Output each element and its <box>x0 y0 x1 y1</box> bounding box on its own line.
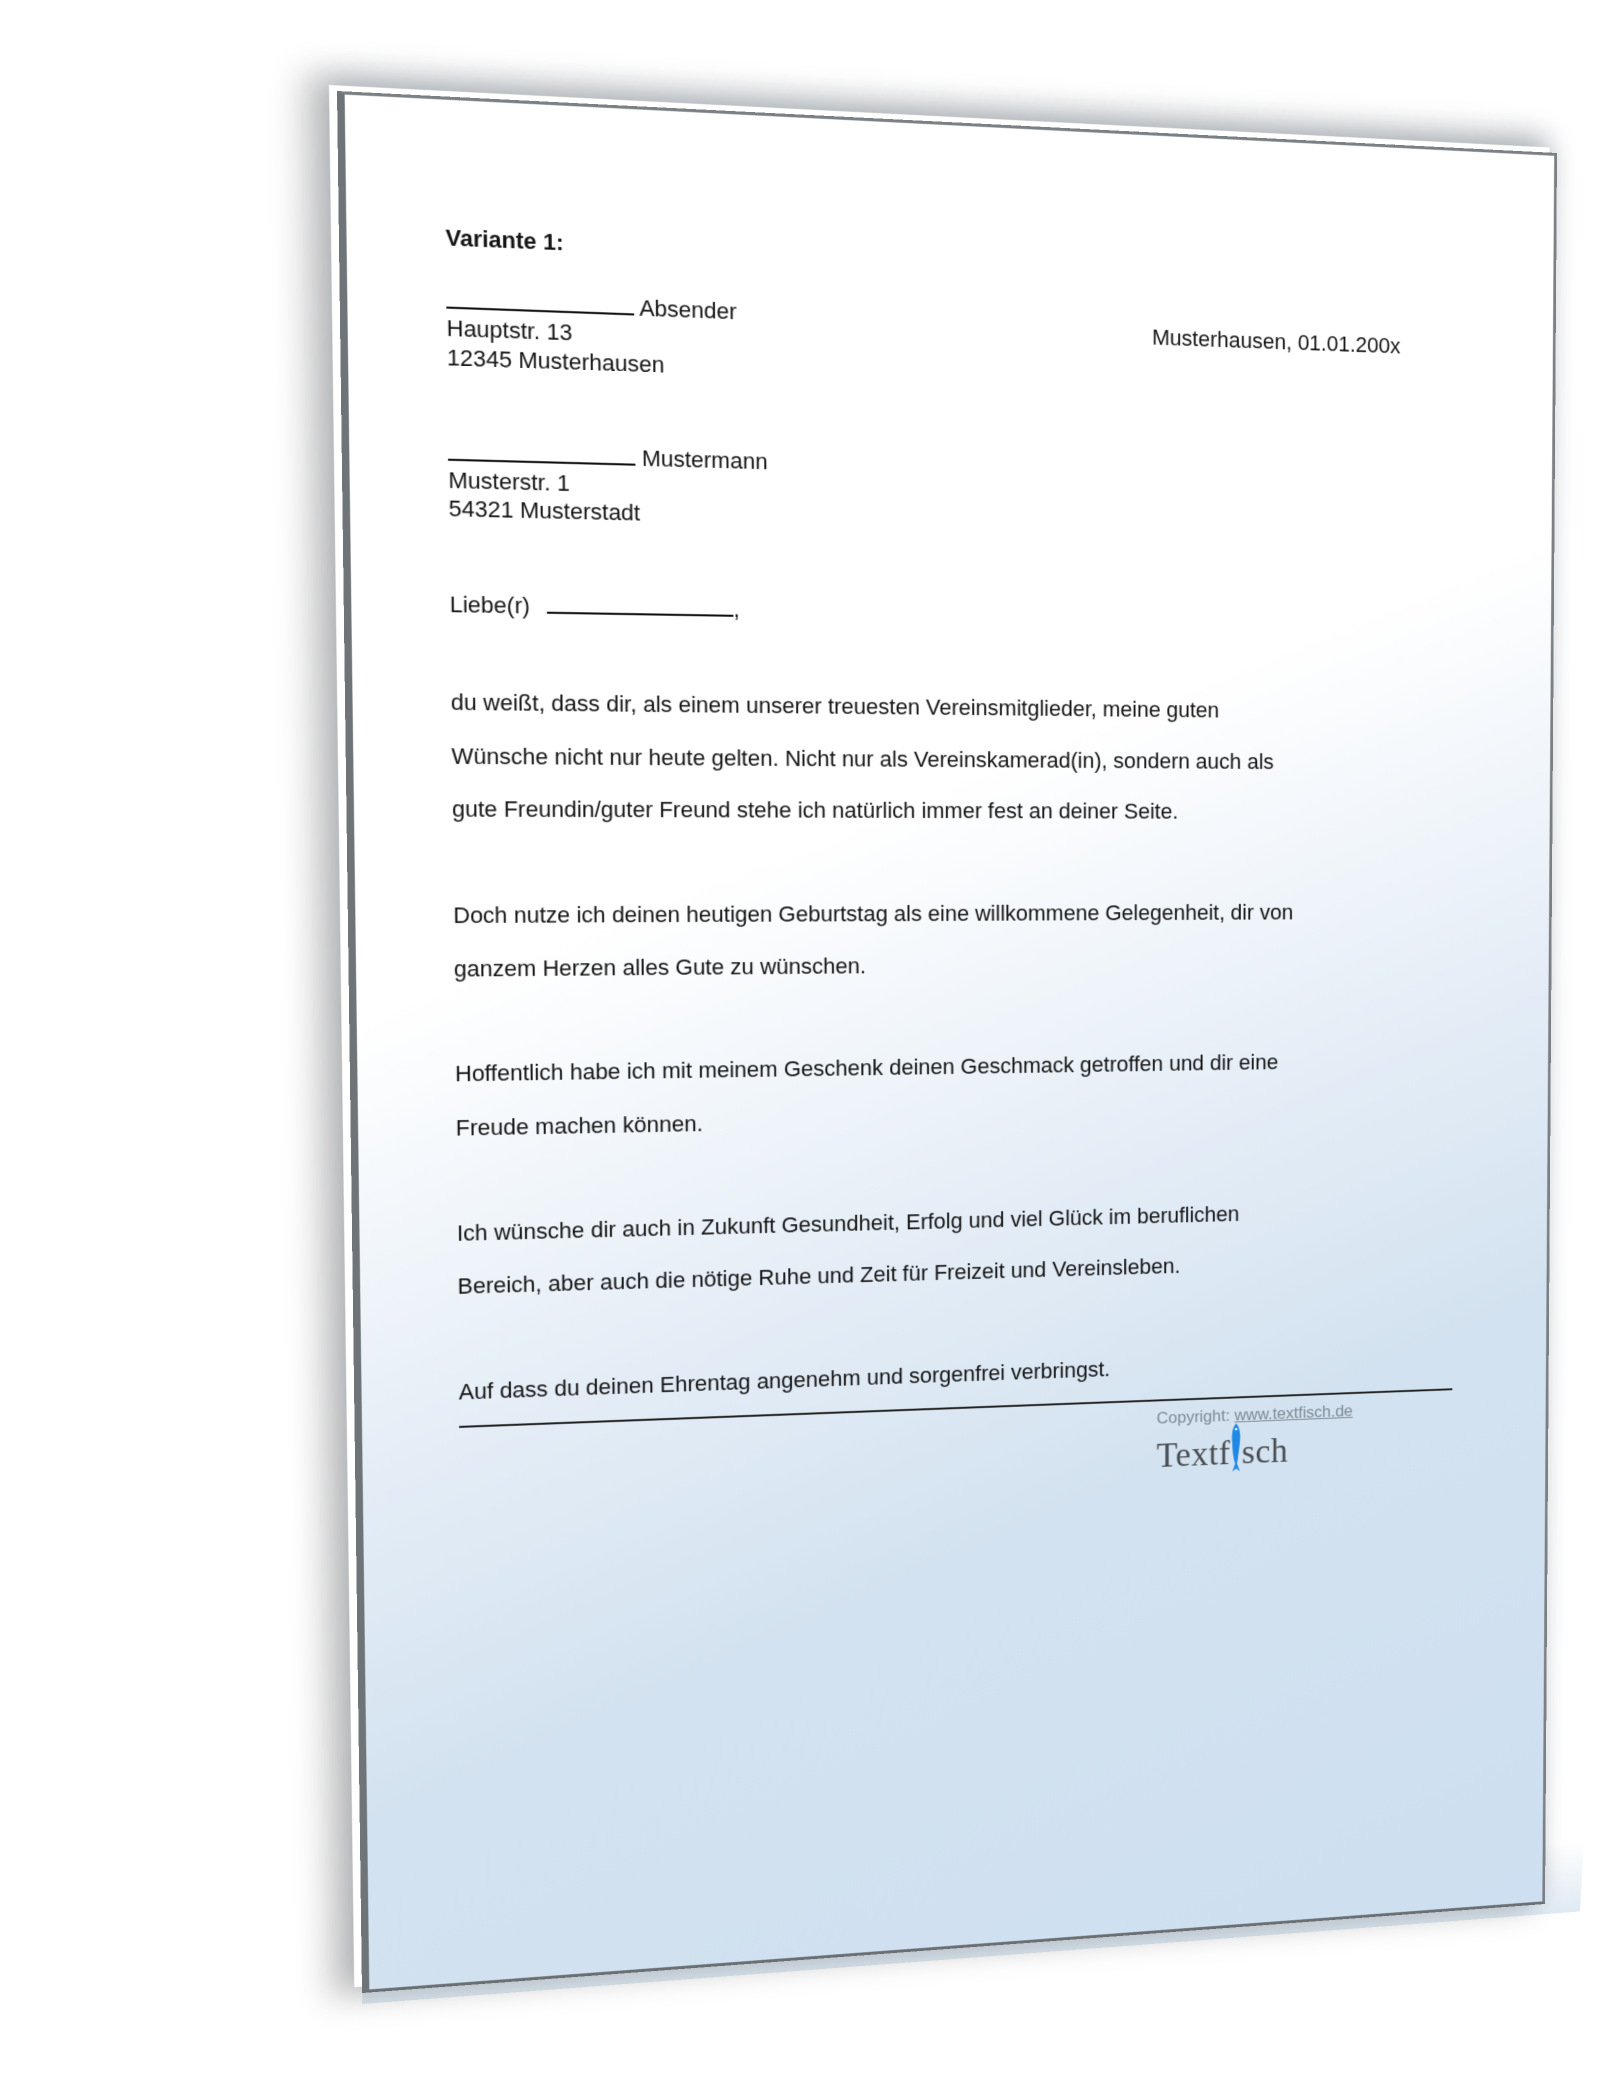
paragraph-4-line-1: Ich wünsche dir auch in Zukunft Gesundheit, Erfolg und viel Glück im beruflichen <box>456 1201 1240 1246</box>
textfisch-logo <box>1157 1425 1289 1477</box>
paragraph-1-line-3: gute Freundin/guter Freund stehe ich natürlich immer fest an deiner Seite. <box>451 795 1179 824</box>
copyright-link[interactable]: www.textfisch.de <box>1234 1401 1353 1425</box>
logo-text-right: sch <box>1241 1430 1289 1472</box>
sender-label: Absender <box>639 294 737 325</box>
fish-icon <box>1231 1427 1240 1473</box>
logo-text-left: Textf <box>1156 1433 1231 1475</box>
recipient-name-blank <box>448 442 636 466</box>
sender-name-blank <box>446 290 634 316</box>
paragraph-4-line-2: Bereich, aber auch die nötige Ruhe und Zeit für Freizeit und Vereinsleben. <box>457 1253 1181 1299</box>
paragraph-1-line-2: Wünsche nicht nur heute gelten. Nicht nur als Vereinskamerad(in), sondern auch als <box>451 743 1274 774</box>
recipient-street: Musterstr. 1 <box>448 467 570 497</box>
paragraph-3-line-2: Freude machen können. <box>455 1110 703 1141</box>
salutation <box>450 591 740 623</box>
paragraph-5-line-1: Auf dass du deinen Ehrentag angenehm und sorgenfrei verbringst. <box>458 1356 1111 1405</box>
paragraph-1-line-1: du weißt, dass dir, als einem unserer treuesten Vereinsmitglieder, meine guten <box>450 689 1220 723</box>
document-page <box>337 91 1557 1993</box>
paragraph-3-line-1: Hoffentlich habe ich mit meinem Geschenk deinen Geschmack getroffen und dir eine <box>454 1049 1279 1087</box>
copyright-label: Copyright: <box>1156 1406 1231 1428</box>
place-date: Musterhausen, 01.01.200x <box>1152 324 1401 359</box>
sender-city: 12345 Musterhausen <box>446 344 665 378</box>
paragraph-2-line-2: ganzem Herzen alles Gute zu wünschen. <box>453 953 867 982</box>
sender-street: Hauptstr. 13 <box>446 314 573 346</box>
salutation-comma: , <box>733 596 740 623</box>
salutation-name-blank <box>547 595 734 617</box>
salutation-prefix: Liebe(r) <box>449 591 531 619</box>
variant-title: Variante 1: <box>445 224 564 256</box>
recipient-label: Mustermann <box>641 445 768 475</box>
copyright-notice <box>1157 1402 1353 1429</box>
recipient-city: 54321 Musterstadt <box>448 495 641 526</box>
paragraph-2-line-1: Doch nutze ich deinen heutigen Geburtstag als eine willkommene Gelegenheit, dir von <box>453 899 1294 929</box>
